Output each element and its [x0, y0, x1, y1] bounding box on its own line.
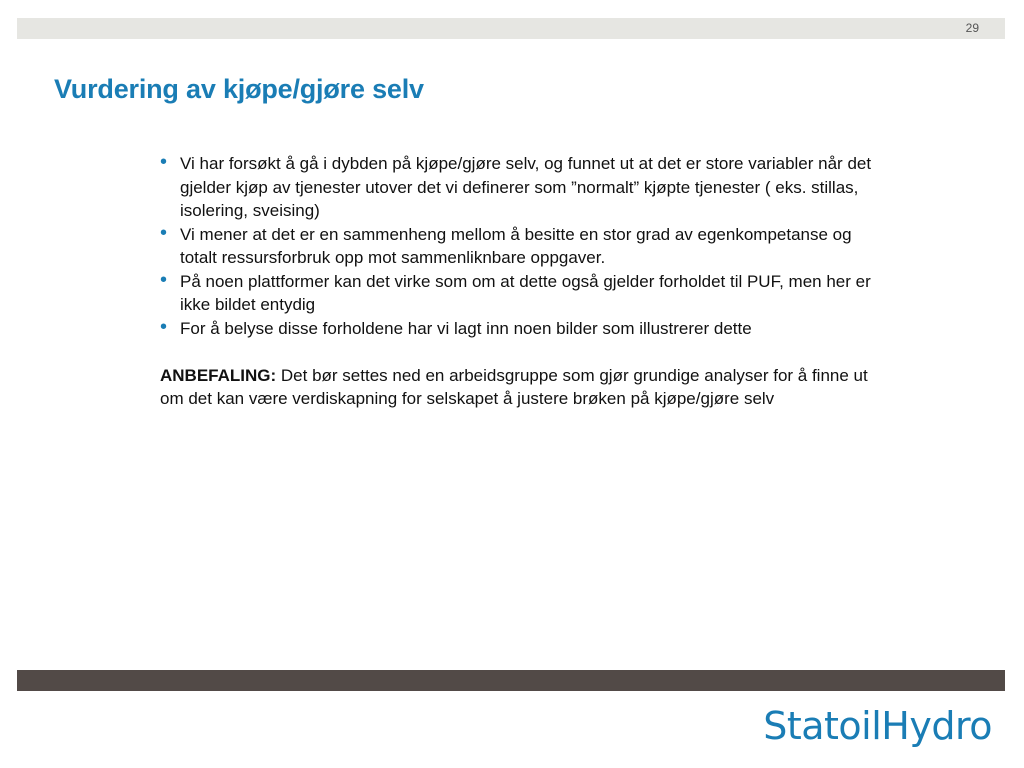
slide-title: Vurdering av kjøpe/gjøre selv	[54, 74, 424, 104]
bullet-icon: •	[160, 315, 168, 338]
recommendation-paragraph	[160, 364, 890, 411]
bullet-icon: •	[160, 268, 168, 291]
bullet-list	[160, 152, 890, 340]
list-item	[160, 152, 890, 223]
list-item	[160, 270, 890, 317]
list-item	[160, 223, 890, 270]
bullet-text: Vi har forsøkt å gå i dybden på kjøpe/gjøre selv, og funnet ut at det er store variabler når det gjelder kjøp av tjenester utover det vi definerer som ”normalt” kjøpte tjenester ( eks. stillas, isolering, sveising)	[180, 154, 872, 220]
list-item	[160, 317, 890, 341]
recommendation-label: ANBEFALING:	[160, 365, 277, 385]
bullet-text: På noen plattformer kan det virke som om at dette også gjelder forholdet til PUF, men her er ikke bildet entydig	[180, 271, 871, 314]
statoilhydro-logo: StatoilHydro	[763, 704, 992, 748]
top-bar	[17, 18, 1005, 39]
bullet-icon: •	[160, 221, 168, 244]
bottom-bar	[17, 670, 1005, 691]
recommendation-text: Det bør settes ned en arbeidsgruppe som gjør grundige analyser for å finne ut om det kan være verdiskapning for selskapet å justere brøken på kjøpe/gjøre selv	[160, 365, 868, 408]
page-number: 29	[965, 21, 979, 35]
slide-body	[160, 152, 890, 428]
bullet-text: For å belyse disse forholdene har vi lagt inn noen bilder som illustrerer dette	[180, 318, 752, 338]
bullet-icon: •	[160, 151, 168, 173]
bullet-text: Vi mener at det er en sammenheng mellom å besitte en stor grad av egenkompetanse og totalt ressursforbruk opp mot sammenliknbare oppgaver.	[180, 224, 852, 267]
